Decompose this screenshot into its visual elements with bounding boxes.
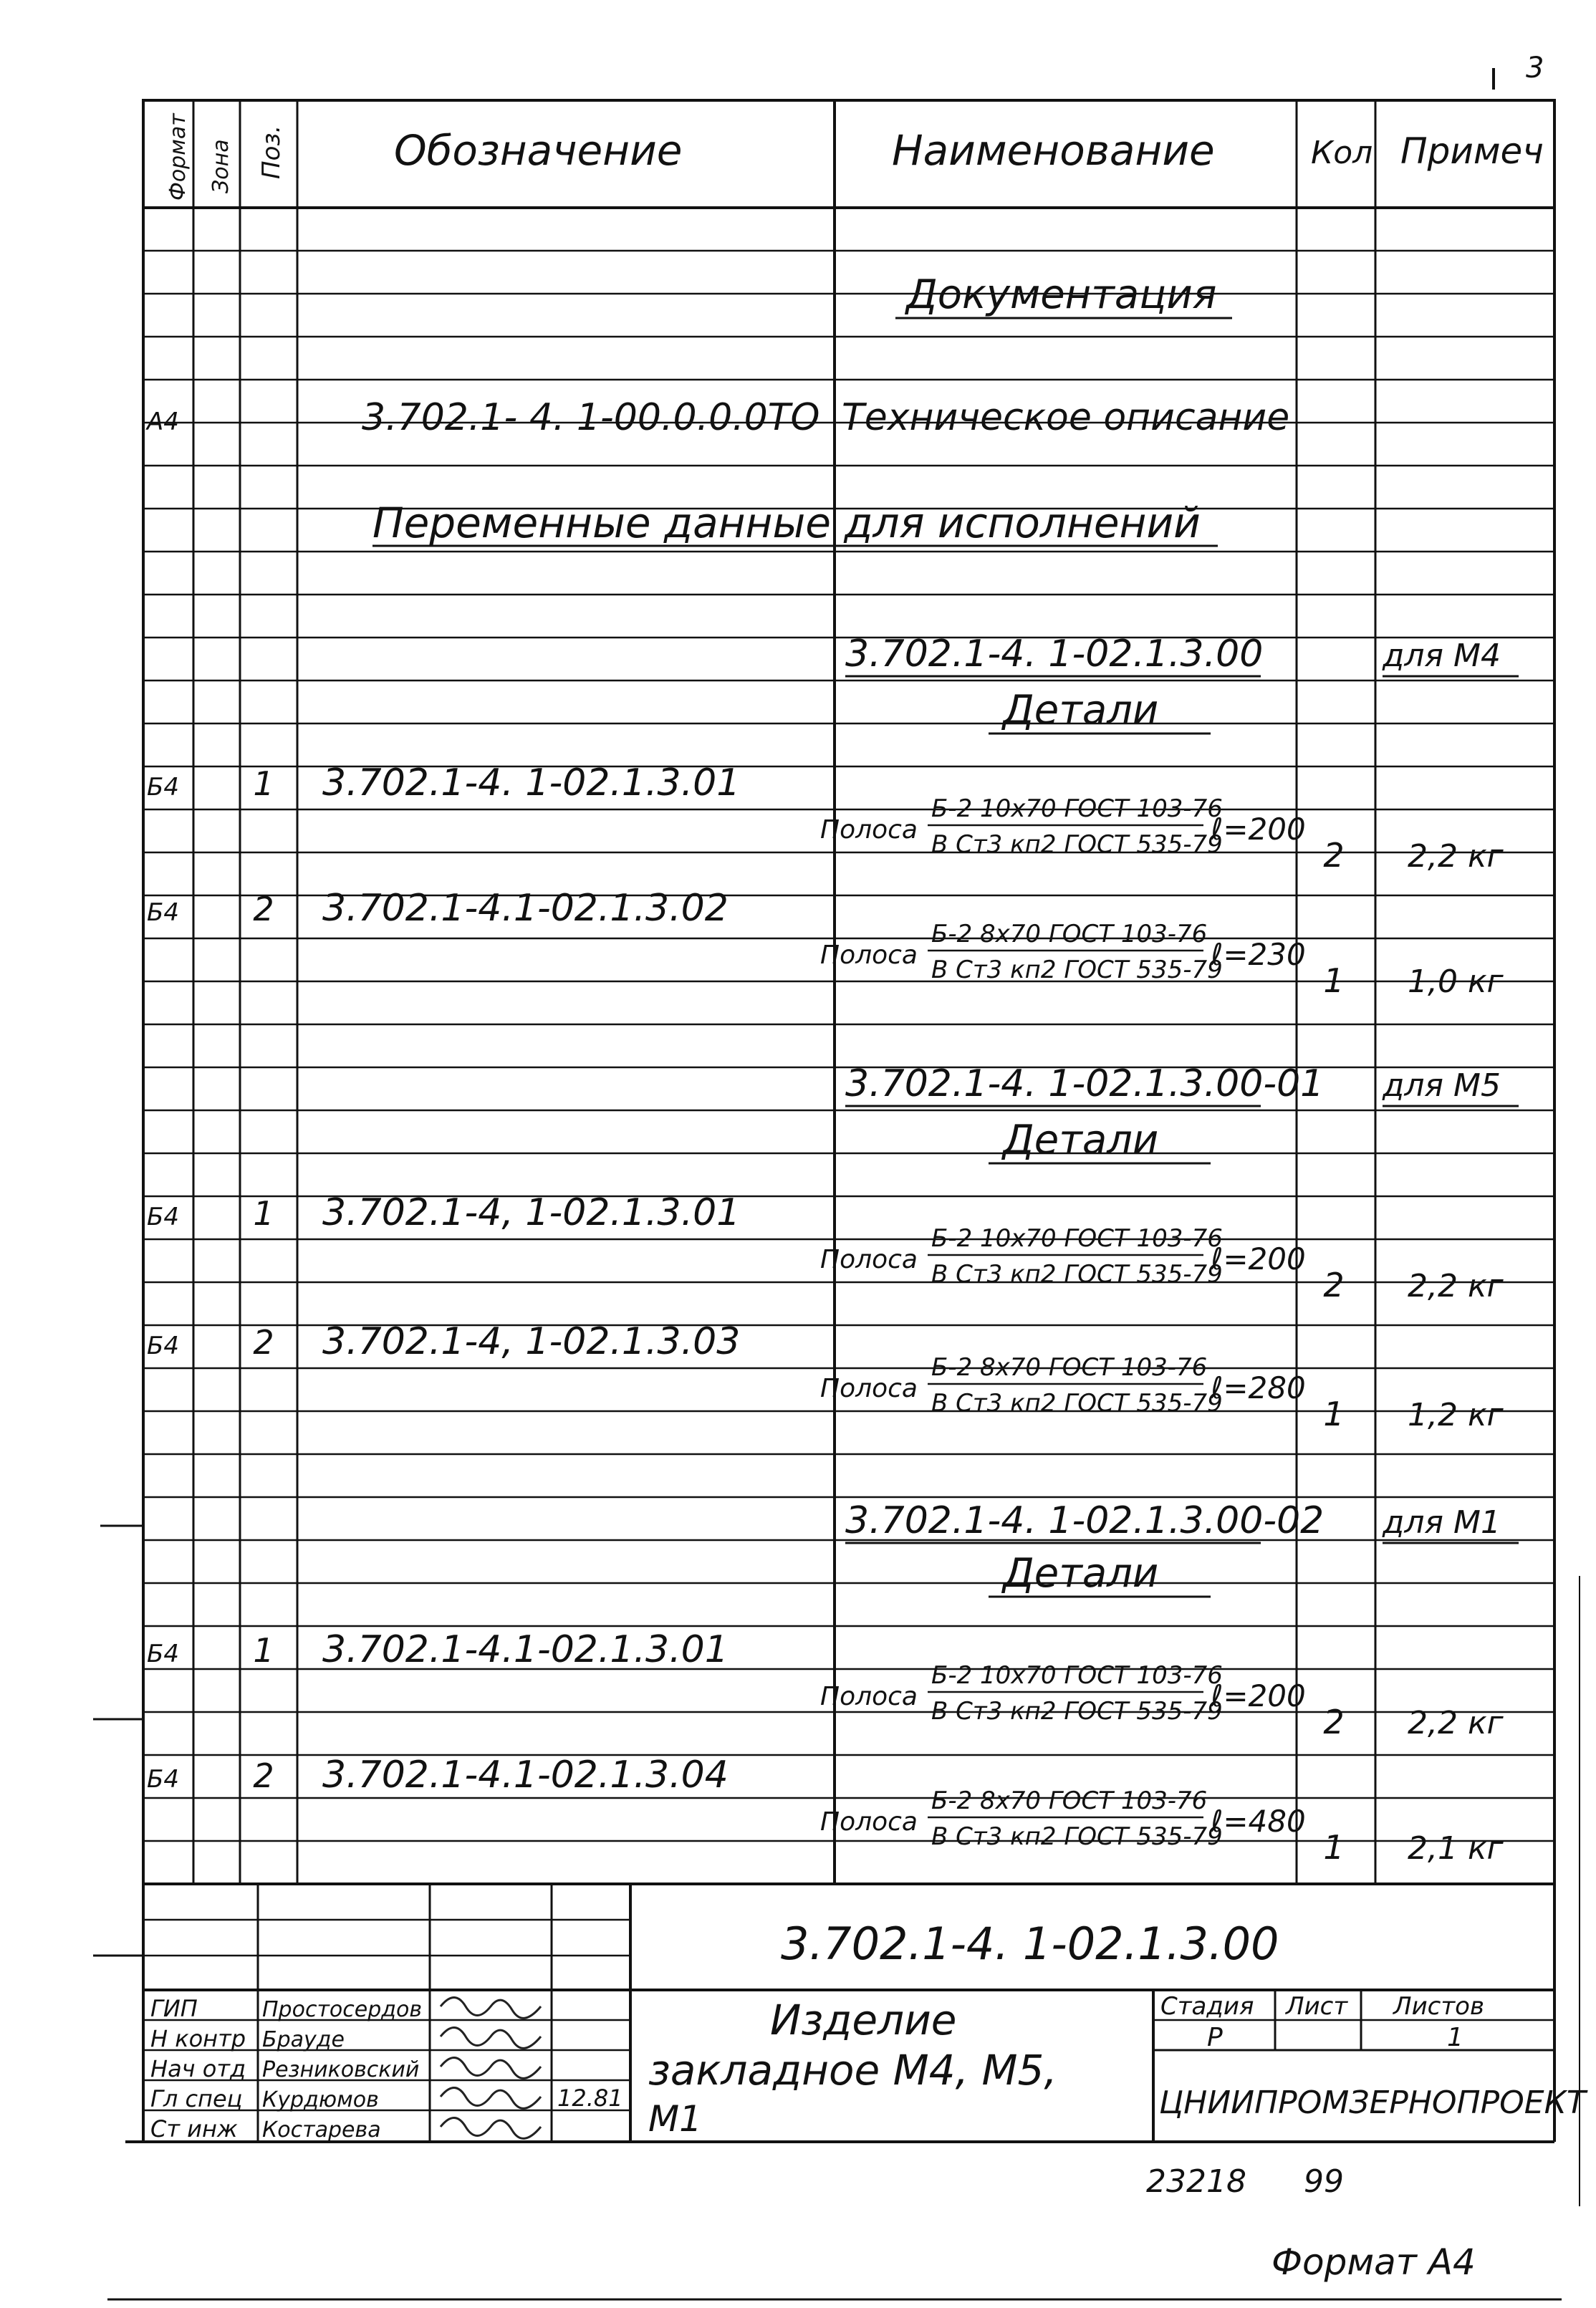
sign-name: Брауде [262, 2027, 345, 2052]
cell-designation: 3.702.1-4.1-02.1.3.02 [322, 887, 729, 930]
handwritten-signature [441, 2088, 541, 2109]
cell-name-polosa: Полоса [820, 1245, 918, 1274]
handwritten-signature [441, 2058, 541, 2079]
cell-designation: 3.702.1-4, 1-02.1.3.01 [322, 1191, 741, 1234]
sign-date: 12.81 [557, 2085, 623, 2112]
header-zone: Зона [208, 139, 234, 193]
doc-code: 3.702.1-4. 1-02.1.3.00 [781, 1918, 1279, 1970]
cell-pos: 2 [253, 1756, 274, 1795]
sheets-value: 1 [1447, 2023, 1463, 2052]
cell-format: А4 [147, 408, 179, 436]
spec-bottom: В Ст3 кп2 ГОСТ 535-79 [931, 1260, 1223, 1289]
spec-top: Б-2 8х70 ГОСТ 103-76 [931, 920, 1208, 948]
spec-bottom: В Ст3 кп2 ГОСТ 535-79 [931, 830, 1223, 859]
handwritten-signature [441, 2028, 541, 2049]
sign-name: Курдюмов [262, 2087, 379, 2112]
product-line-1: Изделие [770, 1996, 957, 2044]
cell-designation: 3.702.1-4.1-02.1.3.01 [322, 1628, 729, 1671]
cell-designation: 3.702.1- 4. 1-00.0.0.0ТО [362, 396, 820, 439]
cell-pos: 1 [253, 1194, 274, 1233]
sheet-label: Лист [1286, 1992, 1348, 2021]
cell-name: 3.702.1-4. 1-02.1.3.00-02 [845, 1499, 1325, 1542]
header-designation: Обозначение [394, 126, 683, 175]
cell-name: Техническое описание [842, 396, 1290, 439]
section-heading: Детали [1003, 1550, 1159, 1597]
header-note: Примеч [1400, 130, 1544, 172]
cell-format: Б4 [147, 1203, 179, 1231]
cell-format: Б4 [147, 1765, 179, 1794]
spec-top: Б-2 8х70 ГОСТ 103-76 [931, 1787, 1208, 1815]
cell-format: Б4 [147, 898, 179, 927]
spec-top: Б-2 10х70 ГОСТ 103-76 [931, 794, 1223, 823]
handwritten-signature [441, 2118, 541, 2139]
spec-length: ℓ=480 [1211, 1804, 1306, 1839]
cell-qty: 2 [1323, 836, 1345, 875]
cell-designation: 3.702.1-4.1-02.1.3.04 [322, 1754, 729, 1797]
cell-name-polosa: Полоса [820, 941, 918, 970]
spec-length: ℓ=200 [1211, 812, 1306, 847]
header-pos: Поз. [257, 125, 286, 179]
cell-note: 2,2 кг [1408, 838, 1504, 875]
cell-name-polosa: Полоса [820, 1807, 918, 1837]
cell-name-polosa: Полоса [820, 1374, 918, 1403]
cell-format: Б4 [147, 773, 179, 802]
spec-length: ℓ=200 [1211, 1241, 1306, 1276]
cell-qty: 1 [1323, 1395, 1345, 1433]
cell-designation: 3.702.1-4. 1-02.1.3.01 [322, 761, 741, 804]
cell-note: для М5 [1383, 1067, 1501, 1104]
spec-bottom: В Ст3 кп2 ГОСТ 535-79 [931, 1389, 1223, 1418]
cell-note: 1,0 кг [1408, 963, 1504, 1000]
spec-bottom: В Ст3 кп2 ГОСТ 535-79 [931, 1697, 1223, 1726]
cell-name-polosa: Полоса [820, 1682, 918, 1711]
cell-note: для М4 [1383, 638, 1501, 674]
header-name: Наименование [892, 126, 1215, 175]
cell-pos: 1 [253, 764, 274, 803]
header-format: Формат [165, 113, 191, 201]
sign-role: Ст инж [150, 2115, 238, 2143]
sign-role: ГИП [150, 1995, 198, 2022]
sign-name: Простосердов [262, 1997, 423, 2022]
cell-qty: 1 [1323, 1828, 1345, 1867]
spec-length: ℓ=230 [1211, 937, 1306, 972]
cell-format: Б4 [147, 1640, 179, 1668]
spec-top: Б-2 10х70 ГОСТ 103-76 [931, 1224, 1223, 1253]
product-line-3: М1 [648, 2098, 702, 2140]
sign-name: Костарева [262, 2117, 381, 2143]
spec-length: ℓ=200 [1211, 1678, 1306, 1713]
archive-number: 23218 [1146, 2163, 1246, 2200]
stage-label: Стадия [1160, 1992, 1254, 2021]
cell-note: 2,2 кг [1408, 1705, 1504, 1741]
spec-top: Б-2 8х70 ГОСТ 103-76 [931, 1353, 1208, 1382]
sign-role: Нач отд [150, 2055, 246, 2082]
cell-qty: 2 [1323, 1266, 1345, 1304]
cell-pos: 2 [253, 890, 274, 928]
cell-note: 2,1 кг [1408, 1830, 1504, 1867]
cell-format: Б4 [147, 1332, 179, 1360]
cell-qty: 2 [1323, 1703, 1345, 1741]
spec-bottom: В Ст3 кп2 ГОСТ 535-79 [931, 956, 1223, 984]
cell-designation: 3.702.1-4, 1-02.1.3.03 [322, 1320, 741, 1363]
product-line-2: закладное М4, М5, [648, 2046, 1057, 2095]
section-heading: Документация [906, 271, 1217, 318]
handwritten-signature [441, 1998, 541, 2019]
page-number: 3 [1526, 52, 1544, 85]
cell-name: 3.702.1-4. 1-02.1.3.00 [845, 633, 1264, 675]
cell-name-polosa: Полоса [820, 815, 918, 845]
sign-name: Резниковский [262, 2057, 420, 2082]
cell-note: 2,2 кг [1408, 1268, 1504, 1304]
cell-pos: 1 [253, 1631, 274, 1670]
section-heading: Детали [1003, 687, 1159, 734]
stage-value: Р [1207, 2023, 1223, 2052]
spec-bottom: В Ст3 кп2 ГОСТ 535-79 [931, 1822, 1223, 1851]
cell-name: 3.702.1-4. 1-02.1.3.00-01 [845, 1062, 1325, 1105]
cell-note: для М1 [1383, 1504, 1501, 1541]
cell-pos: 2 [253, 1323, 274, 1362]
header-qty: Кол [1311, 135, 1373, 171]
sign-role: Н контр [150, 2025, 246, 2052]
section-heading-span: Переменные данные для исполнений [372, 499, 1201, 547]
section-heading: Детали [1003, 1117, 1159, 1163]
sheet-index: 99 [1304, 2163, 1344, 2200]
organization: ЦНИИПРОМЗЕРНОПРОЕКТ [1159, 2085, 1586, 2121]
spec-length: ℓ=280 [1211, 1370, 1306, 1405]
format-note: Формат А4 [1271, 2241, 1476, 2283]
spec-top: Б-2 10х70 ГОСТ 103-76 [931, 1661, 1223, 1690]
cell-note: 1,2 кг [1408, 1397, 1504, 1433]
cell-qty: 1 [1323, 961, 1345, 1000]
sign-role: Гл спец [150, 2085, 243, 2112]
sheets-label: Листов [1393, 1992, 1485, 2021]
